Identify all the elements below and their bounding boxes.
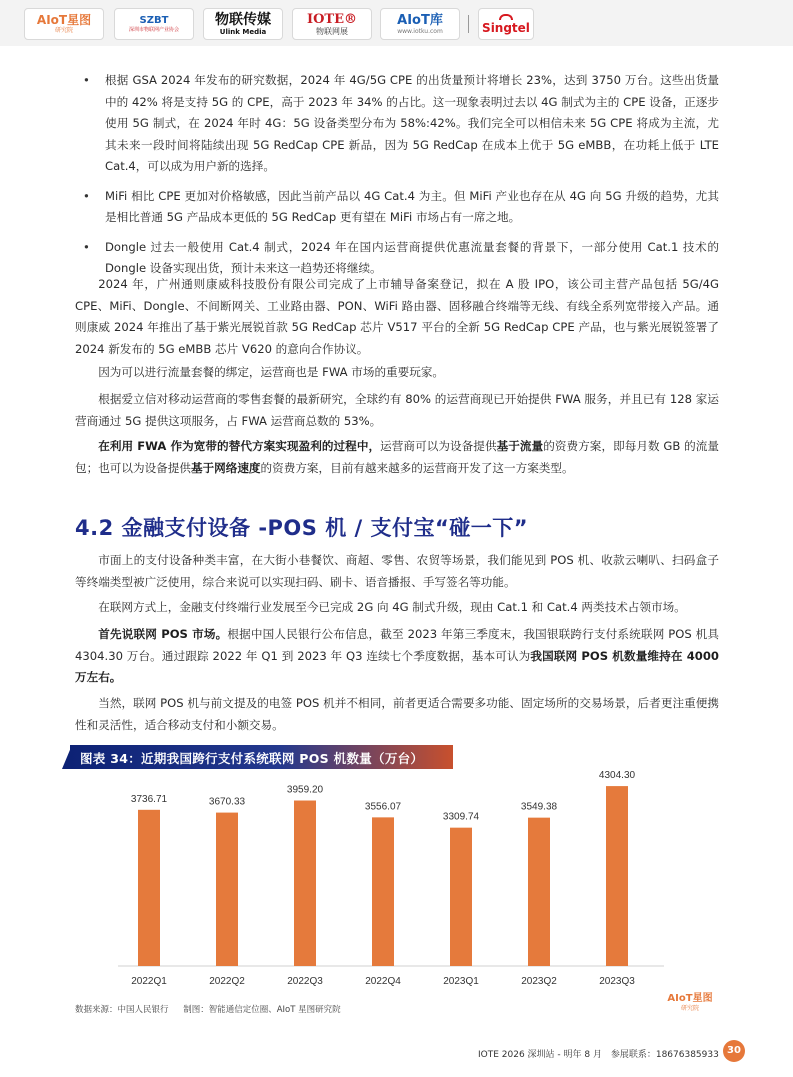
paragraph-ericsson: 根据爱立信对移动运营商的零售套餐的最新研究，全球约有 80% 的运营商现已开始提供 FWA 服务，并且已有 128 家运营商通过 5G 提供这项服务，占 FWA 运营商总数的 53%。 (75, 392, 719, 428)
logo-text: Singtel (482, 21, 530, 35)
bar-2022Q3 (294, 801, 316, 966)
aiot-footer-logo (666, 994, 714, 1020)
logo-subtext: 物联网展 (316, 26, 348, 36)
aiot-logo[interactable] (24, 8, 104, 40)
value-label-2022Q1: 3736.71 (130, 793, 168, 805)
tick-label-2022Q1: 2022Q1 (131, 976, 167, 987)
bold-text: 基于网络速度 (190, 460, 261, 475)
bullet-item: • MiFi 相比 CPE 更加对价格敏感，因此当前产品以 4G Cat.4 为主。但 MiFi 产业也存在从 4G 向 5G 升级的趋势，尤其是相比普通 5G 产品成本更低的 5G RedCap 更有望在 MiFi 市场占有一席之地。 (105, 186, 719, 229)
bold-text: 我国联网 POS 机数量维持在 4000 万左右。 (75, 648, 719, 684)
text-run: 运营商可以为设备提供 (380, 439, 497, 453)
logo-subtext: 研究院 (680, 1005, 699, 1012)
bar-2023Q1 (450, 828, 472, 966)
section-heading: 4.2 金融支付设备 -POS 机 / 支付宝“碰一下” (75, 516, 529, 540)
tick-label-2022Q4: 2022Q4 (365, 976, 401, 987)
chart-title: 图表 34：近期我国跨行支付系统联网 POS 机数量（万台） (80, 751, 424, 766)
data-source: 数据来源：中国人民银行 (75, 1005, 169, 1015)
logo-text: AIoT库 (397, 12, 443, 28)
bar-2022Q1 (138, 810, 160, 966)
chart-title-banner (70, 745, 453, 769)
bar-2023Q3 (606, 786, 628, 966)
logo-text: AIoT星图 (667, 993, 713, 1004)
paragraph-network-mode: 在联网方式上，金融支付终端行业发展至今已完成 2G 向 4G 制式升级，现由 Cat.1 和 Cat.4 两类技术占领市场。 (98, 600, 686, 614)
singtel-logo[interactable] (478, 8, 534, 40)
szbt-logo[interactable] (114, 8, 194, 40)
bold-text: 基于流量 (496, 439, 544, 453)
header-logo-strip (0, 0, 793, 46)
page-number: 30 (723, 1040, 745, 1062)
header-divider (468, 15, 469, 33)
tick-label-2023Q2: 2023Q2 (521, 976, 557, 987)
logo-subtext: 深圳市物联网产业协会 (128, 26, 179, 33)
logo-text: IOTE® (307, 11, 357, 27)
logo-subtext: www.iotku.com (397, 27, 443, 35)
iote-logo[interactable] (292, 8, 372, 40)
source-line (75, 1003, 353, 1015)
pos-bar-chart (110, 768, 680, 996)
logo-text: SZBT (139, 14, 169, 26)
paragraph-pos-comparison: 当然，联网 POS 机与前文提及的电签 POS 机并不相同，前者更适合需要多功能、固定场所的交易场景，后者更注重便携性和灵活性，适合移动支付和小额交易。 (75, 696, 719, 732)
event-info: IOTE 2026 深圳站 - 明年 8 月 (478, 1050, 602, 1060)
bar-2023Q2 (528, 818, 550, 966)
tick-label-2022Q3: 2022Q3 (287, 976, 323, 987)
aiot-ku-logo[interactable] (380, 8, 460, 40)
tick-label-2023Q3: 2023Q3 (599, 976, 635, 987)
bullet-list (105, 70, 719, 288)
logo-subtext: 研究院 (54, 27, 73, 34)
logo-text: 物联传媒 (215, 11, 271, 28)
value-label-2022Q2: 3670.33 (208, 796, 246, 808)
singtel-arc-icon (499, 14, 513, 20)
bold-text: 首先说联网 POS 市场。 (98, 627, 228, 641)
paragraph-tozed: 2024 年，广州通则康威科技股份有限公司完成了上市辅导备案登记，拟在 A 股 IPO，该公司主营产品包括 5G/4G CPE、MiFi、Dongle、不间断网关、工业路由器、PON、WiFi 路由器、固移融合终端等无线、有线全系列宽带接入产品。通则康威 2024 年推出了基于紫光展锐首款 5G RedCap 芯片 V517 平台的全新 5G RedCap CPE 产品，也与紫光展锐签署了 2024 新发布的 5G eMBB 芯片 V620 的意向合作协议。 (75, 277, 719, 356)
paragraph-operators: 因为可以进行流量套餐的绑定，运营商也是 FWA 市场的重要玩家。 (98, 365, 445, 379)
value-label-2023Q2: 3549.38 (520, 801, 558, 813)
text-run: 根据中国人民银行公布信息，截至 2023 年第三季度末，我国银联跨行支付系统联网 POS 机具 4304.30 万台。通过跟踪 2022 年 Q1 到 2023 年 Q3 连续七个季度数据，基本可认为 (75, 627, 719, 663)
paragraph-pos-market (75, 624, 719, 689)
text-run: 的资费方案，目前有越来越多的运营商开发了这一方案类型。 (260, 460, 574, 475)
logo-text: AIoT星图 (36, 13, 92, 27)
bar-2022Q4 (372, 817, 394, 966)
ulink-media-logo[interactable] (203, 8, 283, 40)
paragraph-payment-devices: 市面上的支付设备种类丰富，在大街小巷餐饮、商超、零售、农贸等场景，我们能见到 POS 机、收款云喇叭、扫码盒子等终端类型被广泛使用，综合来说可以实现扫码、刷卡、语音播报、手写签名等功能。 (75, 553, 719, 589)
tick-label-2022Q2: 2022Q2 (209, 976, 245, 987)
value-label-2023Q3: 4304.30 (598, 770, 636, 782)
value-label-2022Q4: 3556.07 (364, 801, 402, 813)
value-label-2022Q3: 3959.20 (286, 784, 324, 796)
bullet-item: • Dongle 过去一般使用 Cat.4 制式，2024 年在国内运营商提供优惠流量套餐的背景下，一部分使用 Cat.1 技术的 Dongle 设备实现出货，预计未来这一趋势还将继续。 (105, 237, 719, 280)
tick-label-2023Q1: 2023Q1 (443, 976, 479, 987)
value-label-2023Q1: 3309.74 (442, 811, 480, 823)
footer (478, 1047, 725, 1060)
bullet-item: • 根据 GSA 2024 年发布的研究数据，2024 年 4G/5G CPE 的出货量预计将增长 23%，达到 3750 万台。这些出货量中的 42% 将是支持 5G 的 CPE，高于 2023 年 34% 的占比。这一现象表明过去以 4G 制式为主的 CPE 设备，正逐步使用 5G 制式，在 2024 年时 4G：5G 设备类型分布为 58%:42%。我们完全可以相信未来 5G CPE 将成为主流，尤其未来一段时间将陆续出现 5G RedCap CPE 新品，因为 5G RedCap 在成本上优于 5G eMBB，在功耗上低于 LTE Cat.4，可以成为用户新的选择。 (105, 70, 719, 178)
paragraph-fwa-monetization (75, 436, 719, 479)
chart-maker: 制图：智能通信定位圈、AIoT 星图研究院 (183, 1005, 341, 1015)
text-run: 的资费方案，即每月数 GB 的流量包；也可以为设备提供 (75, 439, 719, 475)
bar-2022Q2 (216, 813, 238, 966)
bold-text: 在利用 FWA 作为宽带的替代方案实现盈利的过程中， (98, 439, 381, 453)
logo-subtext: Ulink Media (219, 27, 267, 36)
contact-info: 参展联系：18676385933 (610, 1050, 719, 1060)
